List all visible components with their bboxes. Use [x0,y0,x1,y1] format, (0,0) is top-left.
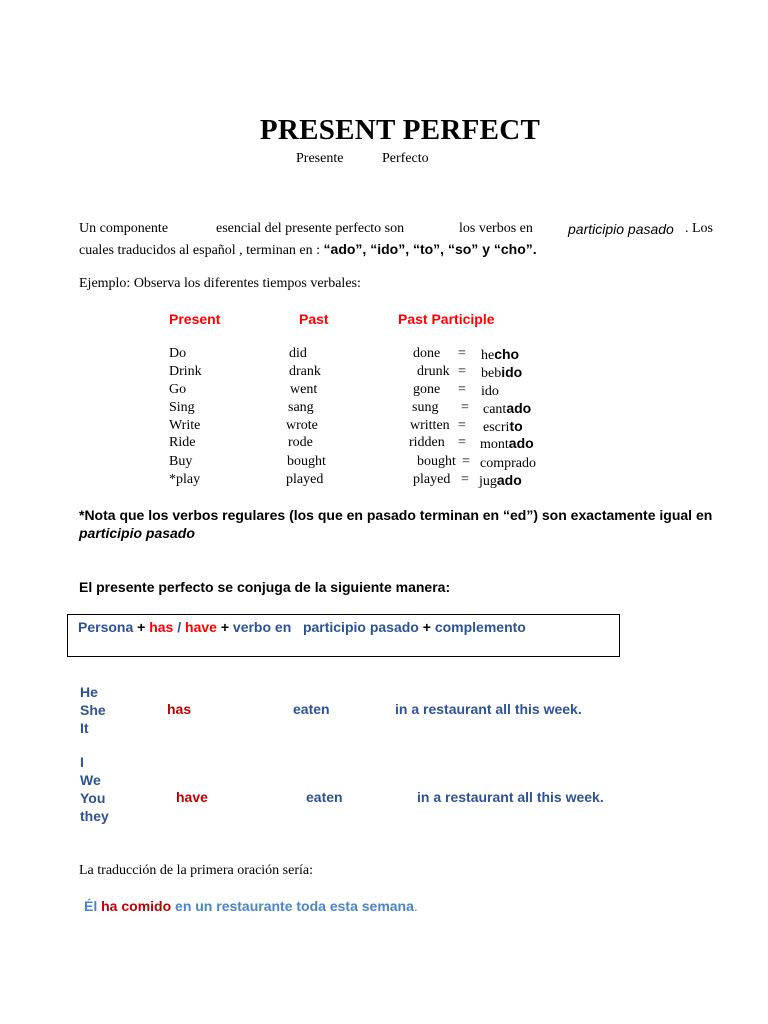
table-row-present: Buy [169,454,193,469]
translation-subject: Él [84,898,98,914]
table-row-equals: = [458,346,466,361]
formula [78,619,526,635]
table-row-present: Ride [169,435,196,450]
table-row-present: Drink [169,364,202,379]
table-row-past: rode [288,435,313,450]
example1-complement: in a restaurant all this week. [395,701,582,717]
table-row-equals: = [458,382,466,397]
intro-line-2 [79,241,537,259]
translation-rest: en un restaurante toda esta semana [175,898,414,914]
translation-ending: cho [494,346,520,362]
note-italic: participio pasado [79,525,195,541]
intro-part-4: . Los [685,221,713,236]
formula-slash: / [173,619,186,635]
example1-verb: eaten [293,701,330,717]
pronoun: You [80,790,106,806]
table-row-past: wrote [286,418,318,433]
table-row-pp: written [410,418,450,433]
table-row-equals: = [458,364,466,379]
table-row-translation [481,346,519,364]
translation-sentence [84,898,418,914]
translation-ending: ido [501,364,523,380]
table-row-pp: drunk [417,364,450,379]
table-row-translation [480,454,536,472]
page-title: PRESENT PERFECT [259,114,541,146]
formula-persona: Persona [78,619,134,635]
table-row-equals: = [458,435,466,450]
translation-period: . [413,898,418,914]
formula-verbo-en: verbo en [232,619,292,635]
formula-participio: participio pasado [302,619,419,635]
example2-verb: eaten [306,789,343,805]
table-row-equals: = [461,472,469,487]
table-row-equals: = [458,418,466,433]
table-row-past: sang [288,400,314,415]
regular-verbs-note [79,506,729,542]
table-row-pp: gone [413,382,441,397]
intro-endings: “ado”, “ido”, “to”, “so” y “cho”. [323,241,537,257]
table-row-equals: = [461,400,469,415]
table-row-translation [480,435,534,453]
subtitle-presente: Presente [296,151,344,166]
translation-intro: La traducción de la primera oración sería: [79,863,313,878]
translation-stem: cant [483,402,507,417]
translation-ending: ado [496,472,522,488]
header-present: Present [169,311,221,327]
intro-part-2: esencial del presente perfecto son [216,221,405,236]
table-row-present: Sing [169,400,195,415]
intro-term: participio pasado [568,221,674,237]
table-row-pp: ridden [409,435,445,450]
translation-aux: ha comido [101,898,172,914]
translation-stem: ido [481,384,499,399]
intro-part-1: Un componente [79,221,169,236]
table-row-present: *play [169,472,201,487]
conjugation-intro: El presente perfecto se conjuga de la siguiente manera: [79,579,451,595]
translation-stem: jug [479,474,497,489]
pronoun: I [80,754,84,770]
table-row-pp: sung [412,400,439,415]
table-row-equals: = [462,454,470,469]
intro-line-2-text: cuales traducidos al español , terminan en : [79,243,324,258]
pronoun: She [80,702,106,718]
example2-pronouns [80,753,109,825]
translation-ending: to [509,418,523,434]
table-row-pp: bought [417,454,456,469]
table-row-translation [483,418,523,436]
example1-aux: has [167,701,192,717]
formula-have: have [185,619,217,635]
table-row-translation [481,364,522,382]
example1-pronouns [80,683,106,737]
table-row-pp: played [413,472,451,487]
table-row-translation [479,472,522,490]
pronoun: We [80,772,101,788]
table-row-past: went [290,382,318,397]
formula-has: has [149,619,174,635]
table-row-present: Write [169,418,201,433]
table-row-pp: done [413,346,441,361]
table-row-past: bought [287,454,326,469]
pronoun: He [80,684,98,700]
formula-plus: + [418,619,435,635]
pronoun: they [80,808,109,824]
translation-ending: ado [508,435,534,451]
translation-stem: beb [481,366,502,381]
example-intro: Ejemplo: Observa los diferentes tiempos verbales: [79,276,361,291]
table-row-present: Do [169,346,187,361]
translation-stem: comprado [480,456,536,471]
table-row-translation [483,400,531,418]
subtitle-perfecto: Perfecto [382,151,429,166]
example2-complement: in a restaurant all this week. [417,789,604,805]
header-past: Past [299,311,329,327]
table-row-past: played [286,472,324,487]
header-past-participle: Past Participle [398,311,495,327]
formula-complemento: complemento [434,619,526,635]
translation-stem: mont [480,437,509,452]
intro-part-3: los verbos en [459,221,533,236]
table-row-past: did [289,346,307,361]
formula-plus: + [133,619,150,635]
translation-ending: ado [506,400,532,416]
example2-aux: have [176,789,208,805]
table-row-present: Go [169,382,187,397]
pronoun: It [80,720,89,736]
table-row-translation [481,382,499,400]
table-row-past: drank [289,364,321,379]
note-text: *Nota que los verbos regulares (los que en pasado terminan en “ed”) son exactamente igual en [79,507,713,523]
translation-stem: he [481,348,495,363]
formula-plus: + [216,619,233,635]
translation-stem: escri [483,420,510,435]
